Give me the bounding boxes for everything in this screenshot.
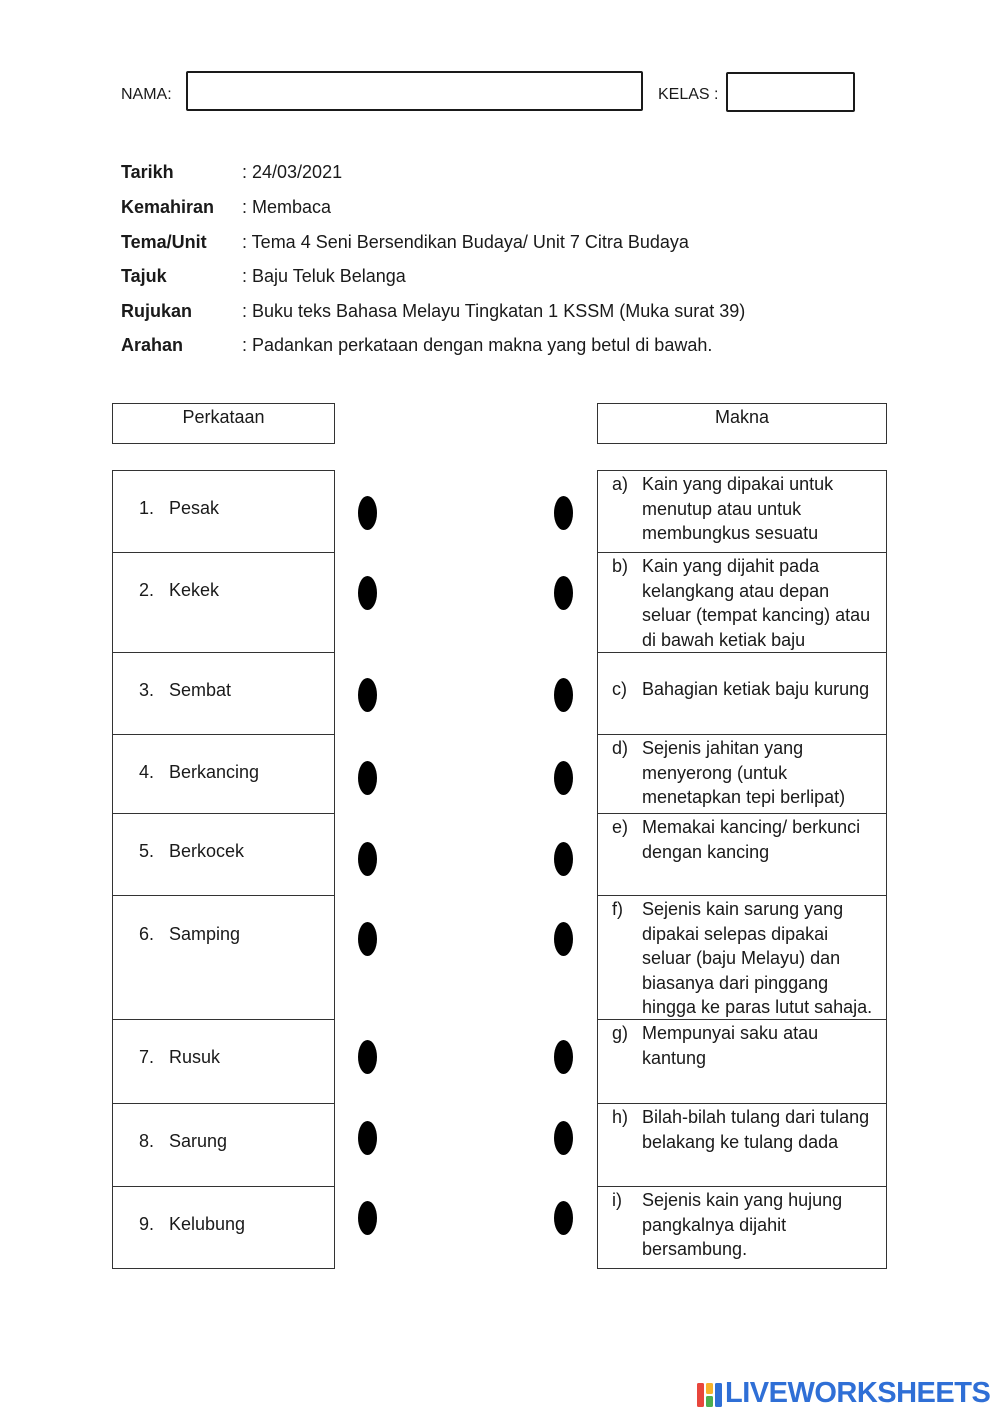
word-number: 5.	[139, 841, 155, 861]
word-number: 8.	[139, 1131, 155, 1151]
meaning-text: Kain yang dipakai untuk menutup atau untuk membungkus sesuatu	[642, 474, 834, 543]
name-input[interactable]	[186, 71, 643, 111]
right-dot-h[interactable]	[554, 1121, 573, 1155]
word-cell-5	[112, 813, 335, 896]
meaning-text: Bahagian ketiak baju kurung	[642, 679, 870, 699]
right-dot-d[interactable]	[554, 761, 573, 795]
meaning-letter: e)	[612, 817, 629, 837]
meaning-text: Bilah-bilah tulang dari tulang belakang ke tulang dada	[642, 1107, 870, 1152]
name-label: NAMA:	[121, 86, 172, 103]
info-key: Rujukan	[121, 301, 193, 321]
right-dot-g[interactable]	[554, 1040, 573, 1074]
meaning-letter: a)	[612, 474, 629, 494]
word-number: 6.	[139, 924, 155, 944]
word-text: Berkancing	[169, 762, 260, 782]
meaning-cell-h	[597, 1103, 887, 1187]
meaning-cell-b	[597, 552, 887, 653]
left-dot-7[interactable]	[358, 1040, 377, 1074]
right-dot-f[interactable]	[554, 922, 573, 956]
left-dot-8[interactable]	[358, 1121, 377, 1155]
logo-block-3	[706, 1396, 713, 1407]
meaning-cell-f	[597, 895, 887, 1020]
meaning-text: Sejenis kain sarung yang dipakai selepas dipakai seluar (baju Melayu) dan biasanya dari pinggang hingga ke paras lutut sahaja.	[642, 899, 873, 1017]
makna-header: Makna	[597, 403, 887, 444]
left-dot-1[interactable]	[358, 496, 377, 530]
meaning-letter: g)	[612, 1023, 629, 1043]
logo-block-1	[697, 1383, 704, 1407]
left-dot-3[interactable]	[358, 678, 377, 712]
meaning-letter: h)	[612, 1107, 629, 1127]
class-label: KELAS :	[658, 86, 719, 103]
logo-block-2	[706, 1383, 713, 1394]
word-text: Pesak	[169, 498, 220, 518]
meaning-cell-a	[597, 470, 887, 553]
meaning-letter: c)	[612, 679, 627, 699]
meaning-cell-d	[597, 734, 887, 814]
right-dot-b[interactable]	[554, 576, 573, 610]
info-value: : Buku teks Bahasa Melayu Tingkatan 1 KSSM (Muka surat 39)	[242, 301, 746, 321]
right-dot-i[interactable]	[554, 1201, 573, 1235]
right-dot-c[interactable]	[554, 678, 573, 712]
meaning-cell-g	[597, 1019, 887, 1104]
meaning-letter: f)	[612, 899, 623, 919]
meaning-cell-i	[597, 1186, 887, 1269]
word-cell-3	[112, 652, 335, 735]
word-text: Sarung	[169, 1131, 228, 1151]
info-key: Tarikh	[121, 162, 174, 182]
info-key: Tajuk	[121, 266, 167, 286]
meaning-letter: b)	[612, 556, 629, 576]
info-value: : Membaca	[242, 197, 332, 217]
word-text: Rusuk	[169, 1047, 221, 1067]
right-dot-a[interactable]	[554, 496, 573, 530]
word-number: 2.	[139, 580, 155, 600]
word-cell-2	[112, 552, 335, 653]
word-text: Berkocek	[169, 841, 245, 861]
word-cell-4	[112, 734, 335, 814]
meaning-text: Mempunyai saku atau kantung	[642, 1023, 819, 1068]
word-number: 7.	[139, 1047, 155, 1067]
word-cell-1	[112, 470, 335, 553]
word-number: 1.	[139, 498, 155, 518]
meaning-text: Kain yang dijahit pada kelangkang atau depan seluar (tempat kancing) atau di bawah ketiak baju	[642, 556, 871, 650]
meaning-cell-c	[597, 652, 887, 735]
logo-block-4	[715, 1383, 722, 1407]
word-cell-7	[112, 1019, 335, 1104]
right-dot-e[interactable]	[554, 842, 573, 876]
left-dot-2[interactable]	[358, 576, 377, 610]
left-dot-9[interactable]	[358, 1201, 377, 1235]
meaning-text: Memakai kancing/ berkunci dengan kancing	[642, 817, 861, 862]
meaning-text: Sejenis jahitan yang menyerong (untuk menetapkan tepi berlipat)	[642, 738, 846, 807]
brand-text: LIVEWORKSHEETS	[725, 1377, 991, 1409]
word-text: Sembat	[169, 680, 232, 700]
info-key: Kemahiran	[121, 197, 215, 217]
info-value: : 24/03/2021	[242, 162, 343, 182]
info-key: Arahan	[121, 335, 184, 355]
word-number: 4.	[139, 762, 155, 782]
info-value: : Tema 4 Seni Bersendikan Budaya/ Unit 7 Citra Budaya	[242, 232, 689, 252]
word-cell-6	[112, 895, 335, 1020]
word-text: Samping	[169, 924, 241, 944]
info-value: : Padankan perkataan dengan makna yang betul di bawah.	[242, 335, 713, 355]
word-cell-8	[112, 1103, 335, 1187]
class-input[interactable]	[726, 72, 855, 112]
meaning-letter: i)	[612, 1190, 622, 1210]
info-value: : Baju Teluk Belanga	[242, 266, 406, 286]
word-number: 9.	[139, 1214, 155, 1234]
word-number: 3.	[139, 680, 155, 700]
word-text: Kelubung	[169, 1214, 246, 1234]
liveworksheets-logo-icon	[697, 1381, 723, 1409]
left-dot-4[interactable]	[358, 761, 377, 795]
word-text: Kekek	[169, 580, 220, 600]
word-cell-9	[112, 1186, 335, 1269]
left-dot-5[interactable]	[358, 842, 377, 876]
left-dot-6[interactable]	[358, 922, 377, 956]
meaning-text: Sejenis kain yang hujung pangkalnya dijahit bersambung.	[642, 1190, 843, 1259]
perkataan-header: Perkataan	[112, 403, 335, 444]
meaning-cell-e	[597, 813, 887, 896]
info-key: Tema/Unit	[121, 232, 207, 252]
meaning-letter: d)	[612, 738, 629, 758]
